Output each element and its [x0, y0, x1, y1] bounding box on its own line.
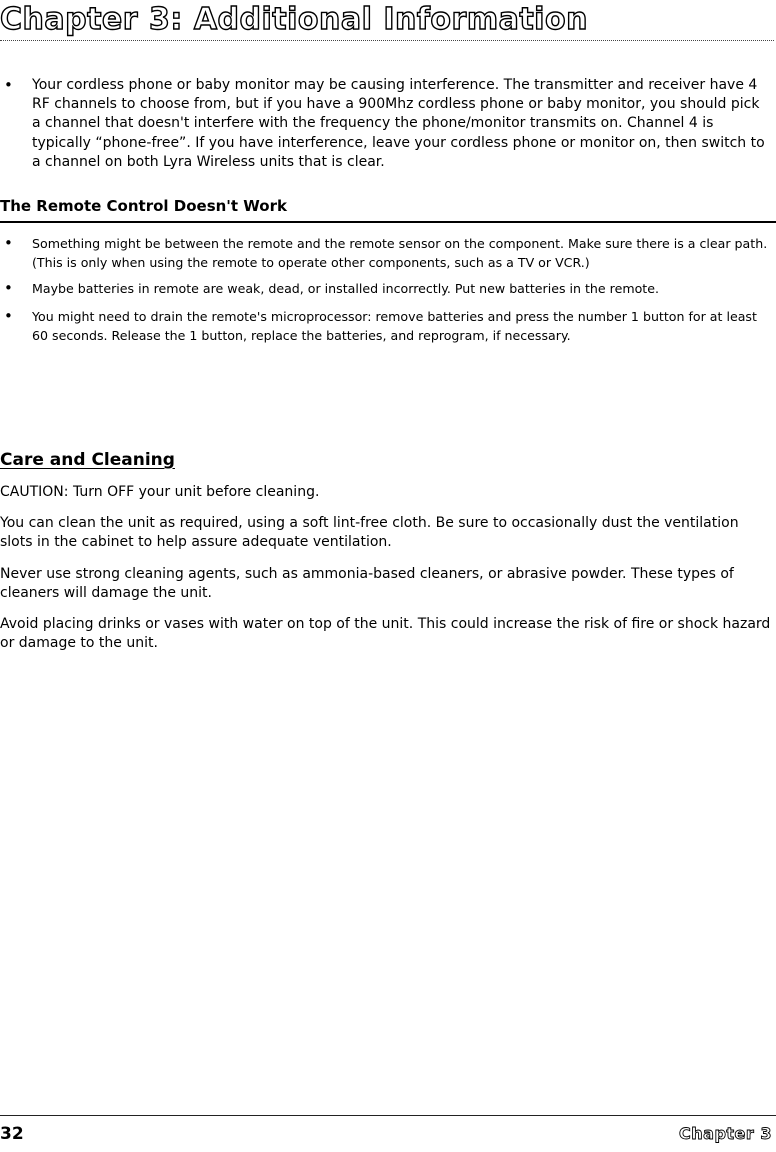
list-item: • Something might be between the remote and the remote sensor on the component. Make sure there is a clear path. (This is only when using the remote to operate other components, such as a TV or VCR.): [0, 234, 770, 272]
remote-section-heading: The Remote Control Doesn't Work: [0, 197, 287, 215]
body-paragraph: Never use strong cleaning agents, such as ammonia-based cleaners, or abrasive powder. These types of cleaners will damage the unit.: [0, 565, 734, 601]
footer-divider: [0, 1115, 776, 1116]
list-item: • You might need to drain the remote's microprocessor: remove batteries and press the number 1 button for at least 60 seconds. Release the 1 button, replace the batteries, and reprogram, if necessary.: [0, 307, 770, 345]
body-paragraph: Avoid placing drinks or vases with water on top of the unit. This could increase the risk of fire or shock hazard or damage to the unit.: [0, 616, 771, 652]
title-divider: [0, 40, 774, 41]
body-paragraph: You can clean the unit as required, using a soft lint-free cloth. Be sure to occasionally dust the ventilation slots in the cabinet to help assure adequate ventilation.: [0, 515, 739, 551]
list-item: • Maybe batteries in remote are weak, dead, or installed incorrectly. Put new batteries in the remote.: [0, 279, 770, 298]
section-divider: [0, 221, 776, 223]
chapter-title: Chapter 3: Additional Information: [0, 2, 588, 37]
page-number: 32: [0, 1124, 24, 1144]
care-section-body: [0, 483, 772, 665]
interference-bullet-list: [0, 76, 770, 172]
remote-bullet-list: [0, 234, 770, 352]
caution-paragraph: CAUTION: Turn OFF your unit before cleaning.: [0, 484, 320, 500]
list-item: • Your cordless phone or baby monitor may be causing interference. The transmitter and receiver have 4 RF channels to choose from, but if you have a 900Mhz cordless phone or baby monitor, you should pick a channel that doesn't interfere with the frequency the phone/monitor transmits on. Channel 4 is typically “phone-free”. If you have interference, leave your cordless phone or monitor on, then switch to a channel on both Lyra Wireless units that is clear.: [0, 76, 770, 172]
care-section-heading: Care and Cleaning: [0, 450, 175, 470]
footer-chapter-label: Chapter 3: [679, 1124, 772, 1143]
